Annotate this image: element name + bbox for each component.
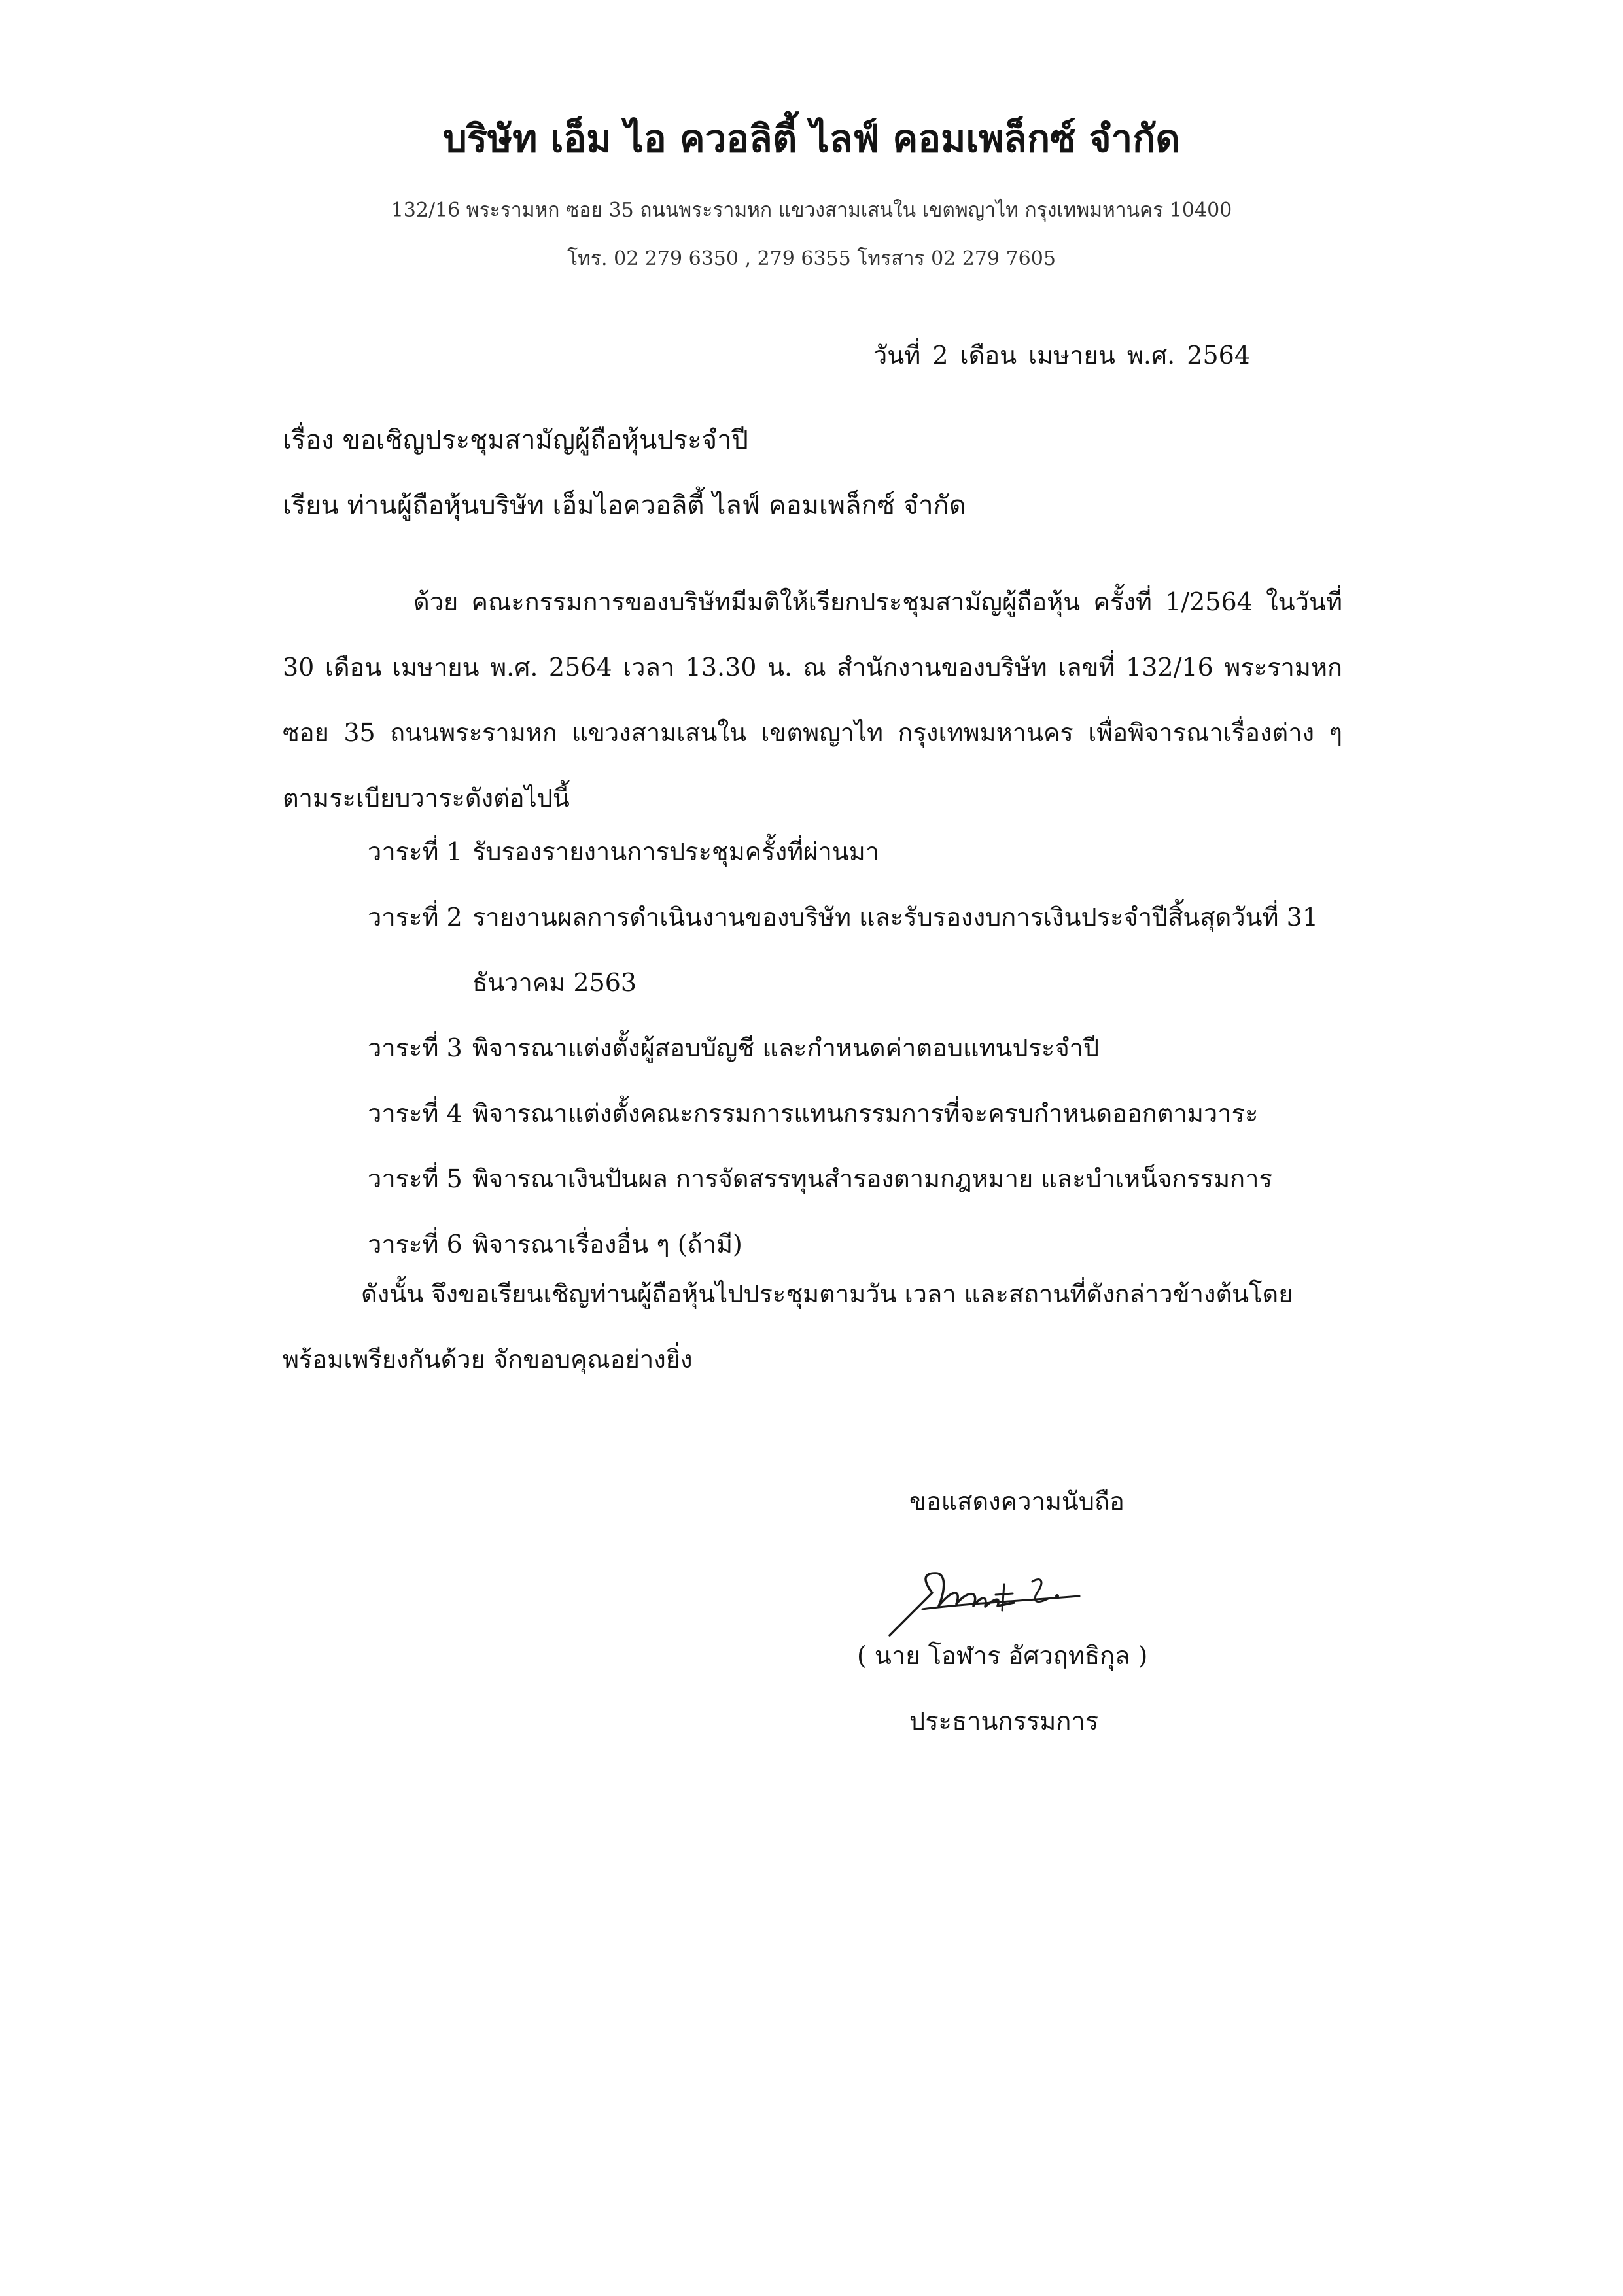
closing-text: ดังนั้น จึงขอเรียนเชิญท่านผู้ถือหุ้นไปประชุมตามวัน เวลา และสถานที่ดังกล่าวข้างต้นโดยพร้อมเพรียงกันด้วย จักขอบคุณอย่างยิ่ง	[283, 1279, 1293, 1374]
agenda-text: พิจารณาแต่งตั้งคณะกรรมการแทนกรรมการที่จะครบกำหนดออกตามวาระ	[472, 1099, 1259, 1128]
signer-title: ประธานกรรมการ	[909, 1707, 1099, 1735]
agenda-number: วาระที่ 2	[368, 903, 462, 931]
body-text: ด้วย คณะกรรมการของบริษัทมีมติให้เรียกประชุมสามัญผู้ถือหุ้น ครั้งที่ 1/2564 ในวันที่ 30 เดือน เมษายน พ.ศ. 2564 เวลา 13.30 น. ณ สำนักงานของบริษัท เลขที่ 132/16 พระรามหก ซอย 35 ถนนพระรามหก แขวงสามเสนใน เขตพญาไท กรุงเทพมหานคร เพื่อพิจารณาเรื่องต่าง ๆ ตามระเบียบวาระดังต่อไปนี้	[283, 587, 1342, 812]
letter-date: วันที่ 2 เดือน เมษายน พ.ศ. 2564	[873, 341, 1250, 370]
body-paragraph	[283, 569, 1342, 831]
agenda-text: พิจารณาแต่งตั้งผู้สอบบัญชี และกำหนดค่าตอบแทนประจำปี	[472, 1034, 1100, 1062]
agenda-text: รับรองรายงานการประชุมครั้งที่ผ่านมา	[472, 837, 880, 866]
company-contact: โทร. 02 279 6350 , 279 6355 โทรสาร 02 279 7605	[567, 247, 1056, 270]
agenda-item	[368, 1015, 1362, 1081]
letter-subject: เรื่อง ขอเชิญประชุมสามัญผู้ถือหุ้นประจำปี	[283, 425, 748, 455]
agenda-number: วาระที่ 5	[368, 1164, 462, 1193]
agenda-number: วาระที่ 1	[368, 837, 462, 866]
agenda-text: พิจารณาเงินปันผล การจัดสรรทุนสำรองตามกฎหมาย และบำเหน็จกรรมการ	[472, 1164, 1272, 1193]
regards-line: ขอแสดงความนับถือ	[909, 1487, 1125, 1516]
company-address: 132/16 พระรามหก ซอย 35 ถนนพระรามหก แขวงสามเสนใน เขตพญาไท กรุงเทพมหานคร 10400	[391, 199, 1232, 222]
agenda-text: พิจารณาเรื่องอื่น ๆ (ถ้ามี)	[472, 1230, 742, 1259]
agenda-item	[368, 1081, 1362, 1146]
signer-name: ( นาย โอฬาร อัศวฤทธิกุล )	[857, 1641, 1148, 1670]
agenda-number: วาระที่ 3	[368, 1034, 462, 1062]
signature-image	[883, 1544, 1145, 1642]
letter-recipient: เรียน ท่านผู้ถือหุ้นบริษัท เอ็มไอควอลิตี้ ไลฟ์ คอมเพล็กซ์ จำกัด	[283, 491, 966, 521]
agenda-item	[368, 884, 1362, 1015]
agenda-list	[368, 819, 1362, 1277]
closing-paragraph	[283, 1261, 1342, 1392]
agenda-item	[368, 819, 1362, 884]
agenda-item	[368, 1146, 1362, 1211]
agenda-number: วาระที่ 4	[368, 1099, 462, 1128]
agenda-number: วาระที่ 6	[368, 1230, 462, 1259]
company-name: บริษัท เอ็ม ไอ ควอลิตี้ ไลฟ์ คอมเพล็กซ์ จำกัด	[443, 116, 1180, 161]
agenda-text: รายงานผลการดำเนินงานของบริษัท และรับรองงบการเงินประจำปีสิ้นสุดวันที่ 31 ธันวาคม 2563	[472, 903, 1319, 997]
